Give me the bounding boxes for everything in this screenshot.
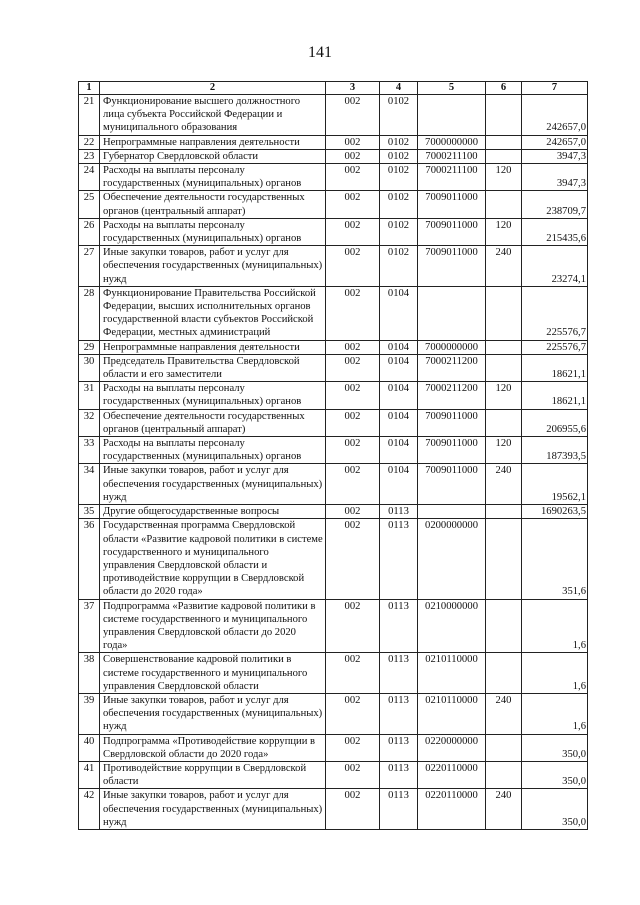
row-name: Губернатор Свердловской области — [100, 149, 326, 163]
row-name: Расходы на выплаты персоналу государственных (муниципальных) органов — [100, 164, 326, 191]
row-amount: 242657,0 — [522, 135, 588, 149]
row-code-admin: 002 — [326, 286, 380, 340]
row-code-expense — [486, 505, 522, 519]
row-code-section: 0104 — [380, 382, 418, 409]
row-amount: 1690263,5 — [522, 505, 588, 519]
row-name: Иные закупки товаров, работ и услуг для обеспечения государственных (муниципальных) нужд — [100, 246, 326, 287]
table-row — [79, 653, 588, 694]
row-number: 33 — [79, 437, 100, 464]
row-name: Противодействие коррупции в Свердловской области — [100, 761, 326, 788]
row-amount: 18621,1 — [522, 382, 588, 409]
row-amount: 206955,6 — [522, 409, 588, 436]
row-code-target: 0210000000 — [418, 599, 486, 653]
row-code-expense: 240 — [486, 464, 522, 505]
row-code-section: 0113 — [380, 761, 418, 788]
row-code-admin: 002 — [326, 505, 380, 519]
row-code-section: 0102 — [380, 95, 418, 136]
row-code-expense — [486, 734, 522, 761]
table-row — [79, 218, 588, 245]
table-row — [79, 382, 588, 409]
row-code-expense — [486, 191, 522, 218]
row-name: Совершенствование кадровой политики в системе государственного и муниципального управления Свердловской области — [100, 653, 326, 694]
row-code-expense: 120 — [486, 164, 522, 191]
table-row — [79, 409, 588, 436]
row-number: 41 — [79, 761, 100, 788]
row-code-target: 7000211200 — [418, 382, 486, 409]
row-amount: 350,0 — [522, 734, 588, 761]
row-code-target: 7000211100 — [418, 164, 486, 191]
row-code-expense — [486, 135, 522, 149]
row-name: Подпрограмма «Развитие кадровой политики в системе государственного и муниципального управления Свердловской области до 2020 года» — [100, 599, 326, 653]
row-amount: 19562,1 — [522, 464, 588, 505]
table-row — [79, 761, 588, 788]
row-code-target — [418, 95, 486, 136]
row-number: 29 — [79, 340, 100, 354]
row-code-section: 0113 — [380, 734, 418, 761]
row-code-admin: 002 — [326, 437, 380, 464]
row-number: 21 — [79, 95, 100, 136]
row-amount: 215435,6 — [522, 218, 588, 245]
row-amount: 23274,1 — [522, 246, 588, 287]
row-number: 32 — [79, 409, 100, 436]
row-name: Функционирование Правительства Российской Федерации, высших исполнительных органов государственной власти субъектов Российской Федерации, местных администраций — [100, 286, 326, 340]
row-code-admin: 002 — [326, 409, 380, 436]
row-code-section: 0104 — [380, 464, 418, 505]
row-code-admin: 002 — [326, 734, 380, 761]
row-number: 38 — [79, 653, 100, 694]
row-code-admin: 002 — [326, 761, 380, 788]
row-code-section: 0113 — [380, 505, 418, 519]
row-amount: 238709,7 — [522, 191, 588, 218]
row-name: Функционирование высшего должностного лица субъекта Российской Федерации и муниципального образования — [100, 95, 326, 136]
row-amount: 1,6 — [522, 599, 588, 653]
row-number: 36 — [79, 519, 100, 599]
row-code-target: 7000000000 — [418, 340, 486, 354]
row-code-section: 0104 — [380, 437, 418, 464]
row-code-target: 0210110000 — [418, 653, 486, 694]
row-name: Обеспечение деятельности государственных органов (центральный аппарат) — [100, 409, 326, 436]
table-body — [79, 95, 588, 830]
row-name: Председатель Правительства Свердловской области и его заместители — [100, 354, 326, 381]
row-name: Обеспечение деятельности государственных органов (центральный аппарат) — [100, 191, 326, 218]
table-row — [79, 95, 588, 136]
row-code-section: 0102 — [380, 246, 418, 287]
row-code-target: 7009011000 — [418, 464, 486, 505]
row-amount: 350,0 — [522, 761, 588, 788]
row-code-admin: 002 — [326, 95, 380, 136]
row-number: 24 — [79, 164, 100, 191]
row-code-admin: 002 — [326, 135, 380, 149]
row-code-target: 0220110000 — [418, 789, 486, 830]
row-code-admin: 002 — [326, 653, 380, 694]
row-code-target: 7000000000 — [418, 135, 486, 149]
row-code-admin: 002 — [326, 246, 380, 287]
table-row — [79, 191, 588, 218]
table-row — [79, 246, 588, 287]
row-number: 23 — [79, 149, 100, 163]
row-code-expense — [486, 354, 522, 381]
table-row — [79, 340, 588, 354]
row-code-expense — [486, 149, 522, 163]
table-row — [79, 734, 588, 761]
row-number: 28 — [79, 286, 100, 340]
table-row — [79, 149, 588, 163]
row-code-expense: 120 — [486, 218, 522, 245]
row-code-section: 0102 — [380, 149, 418, 163]
table-row — [79, 693, 588, 734]
row-name: Другие общегосударственные вопросы — [100, 505, 326, 519]
row-code-admin: 002 — [326, 218, 380, 245]
row-code-admin: 002 — [326, 789, 380, 830]
row-number: 37 — [79, 599, 100, 653]
row-code-admin: 002 — [326, 149, 380, 163]
row-code-target: 7000211200 — [418, 354, 486, 381]
row-amount: 350,0 — [522, 789, 588, 830]
row-code-target: 0220110000 — [418, 761, 486, 788]
column-header: 6 — [486, 82, 522, 95]
row-code-expense: 240 — [486, 789, 522, 830]
row-name: Иные закупки товаров, работ и услуг для обеспечения государственных (муниципальных) нужд — [100, 789, 326, 830]
row-code-admin: 002 — [326, 693, 380, 734]
row-code-section: 0113 — [380, 789, 418, 830]
row-name: Государственная программа Свердловской области «Развитие кадровой политики в системе государственного и муниципального управления Свердловской области и противодействие коррупции в Свердловской области до 2020 года» — [100, 519, 326, 599]
row-code-target: 7009011000 — [418, 191, 486, 218]
row-number: 42 — [79, 789, 100, 830]
table-row — [79, 464, 588, 505]
table-row — [79, 519, 588, 599]
row-number: 30 — [79, 354, 100, 381]
row-code-admin: 002 — [326, 599, 380, 653]
row-code-section: 0104 — [380, 354, 418, 381]
table-row — [79, 599, 588, 653]
row-code-admin: 002 — [326, 464, 380, 505]
row-code-expense — [486, 286, 522, 340]
row-code-expense — [486, 761, 522, 788]
table-row — [79, 789, 588, 830]
column-header: 5 — [418, 82, 486, 95]
row-name: Иные закупки товаров, работ и услуг для обеспечения государственных (муниципальных) нужд — [100, 693, 326, 734]
row-code-expense — [486, 653, 522, 694]
row-code-target: 7009011000 — [418, 409, 486, 436]
row-code-expense — [486, 340, 522, 354]
row-code-section: 0113 — [380, 693, 418, 734]
column-header: 3 — [326, 82, 380, 95]
row-amount: 1,6 — [522, 653, 588, 694]
row-number: 26 — [79, 218, 100, 245]
table-row — [79, 286, 588, 340]
row-code-section: 0102 — [380, 164, 418, 191]
row-code-target: 0200000000 — [418, 519, 486, 599]
row-number: 34 — [79, 464, 100, 505]
row-amount: 225576,7 — [522, 286, 588, 340]
row-code-target — [418, 286, 486, 340]
row-name: Расходы на выплаты персоналу государственных (муниципальных) органов — [100, 382, 326, 409]
row-code-section: 0104 — [380, 340, 418, 354]
row-name: Непрограммные направления деятельности — [100, 340, 326, 354]
budget-table — [78, 81, 588, 830]
row-code-section: 0102 — [380, 135, 418, 149]
row-code-admin: 002 — [326, 340, 380, 354]
row-code-section: 0102 — [380, 218, 418, 245]
row-code-admin: 002 — [326, 164, 380, 191]
row-number: 25 — [79, 191, 100, 218]
row-amount: 3947,3 — [522, 149, 588, 163]
row-code-expense: 120 — [486, 437, 522, 464]
row-code-expense — [486, 95, 522, 136]
row-code-target: 0220000000 — [418, 734, 486, 761]
row-code-target — [418, 505, 486, 519]
column-header: 7 — [522, 82, 588, 95]
column-header: 2 — [100, 82, 326, 95]
row-code-expense — [486, 409, 522, 436]
row-code-expense: 120 — [486, 382, 522, 409]
row-number: 22 — [79, 135, 100, 149]
row-code-target: 7000211100 — [418, 149, 486, 163]
row-amount: 3947,3 — [522, 164, 588, 191]
row-name: Расходы на выплаты персоналу государственных (муниципальных) органов — [100, 218, 326, 245]
row-name: Подпрограмма «Противодействие коррупции в Свердловской области до 2020 года» — [100, 734, 326, 761]
row-amount: 187393,5 — [522, 437, 588, 464]
row-amount: 242657,0 — [522, 95, 588, 136]
row-code-expense: 240 — [486, 693, 522, 734]
row-name: Иные закупки товаров, работ и услуг для обеспечения государственных (муниципальных) нужд — [100, 464, 326, 505]
row-code-section: 0104 — [380, 409, 418, 436]
row-code-admin: 002 — [326, 354, 380, 381]
row-number: 27 — [79, 246, 100, 287]
row-code-expense: 240 — [486, 246, 522, 287]
row-code-target: 7009011000 — [418, 246, 486, 287]
column-header: 1 — [79, 82, 100, 95]
table-row — [79, 164, 588, 191]
row-code-expense — [486, 599, 522, 653]
row-code-target: 0210110000 — [418, 693, 486, 734]
row-name: Непрограммные направления деятельности — [100, 135, 326, 149]
row-code-admin: 002 — [326, 382, 380, 409]
row-amount: 225576,7 — [522, 340, 588, 354]
row-code-target: 7009011000 — [418, 437, 486, 464]
row-amount: 18621,1 — [522, 354, 588, 381]
row-code-section: 0113 — [380, 519, 418, 599]
page-number: 141 — [308, 44, 332, 61]
row-amount: 351,6 — [522, 519, 588, 599]
row-amount: 1,6 — [522, 693, 588, 734]
row-code-admin: 002 — [326, 191, 380, 218]
row-number: 39 — [79, 693, 100, 734]
row-code-expense — [486, 519, 522, 599]
row-code-section: 0113 — [380, 653, 418, 694]
table-row — [79, 437, 588, 464]
table-row — [79, 135, 588, 149]
row-number: 31 — [79, 382, 100, 409]
column-header: 4 — [380, 82, 418, 95]
row-code-section: 0104 — [380, 286, 418, 340]
row-code-admin: 002 — [326, 519, 380, 599]
row-code-section: 0102 — [380, 191, 418, 218]
row-code-section: 0113 — [380, 599, 418, 653]
row-code-target: 7009011000 — [418, 218, 486, 245]
row-name: Расходы на выплаты персоналу государственных (муниципальных) органов — [100, 437, 326, 464]
row-number: 40 — [79, 734, 100, 761]
row-number: 35 — [79, 505, 100, 519]
table-header-row — [79, 82, 588, 95]
table-row — [79, 354, 588, 381]
table-row — [79, 505, 588, 519]
